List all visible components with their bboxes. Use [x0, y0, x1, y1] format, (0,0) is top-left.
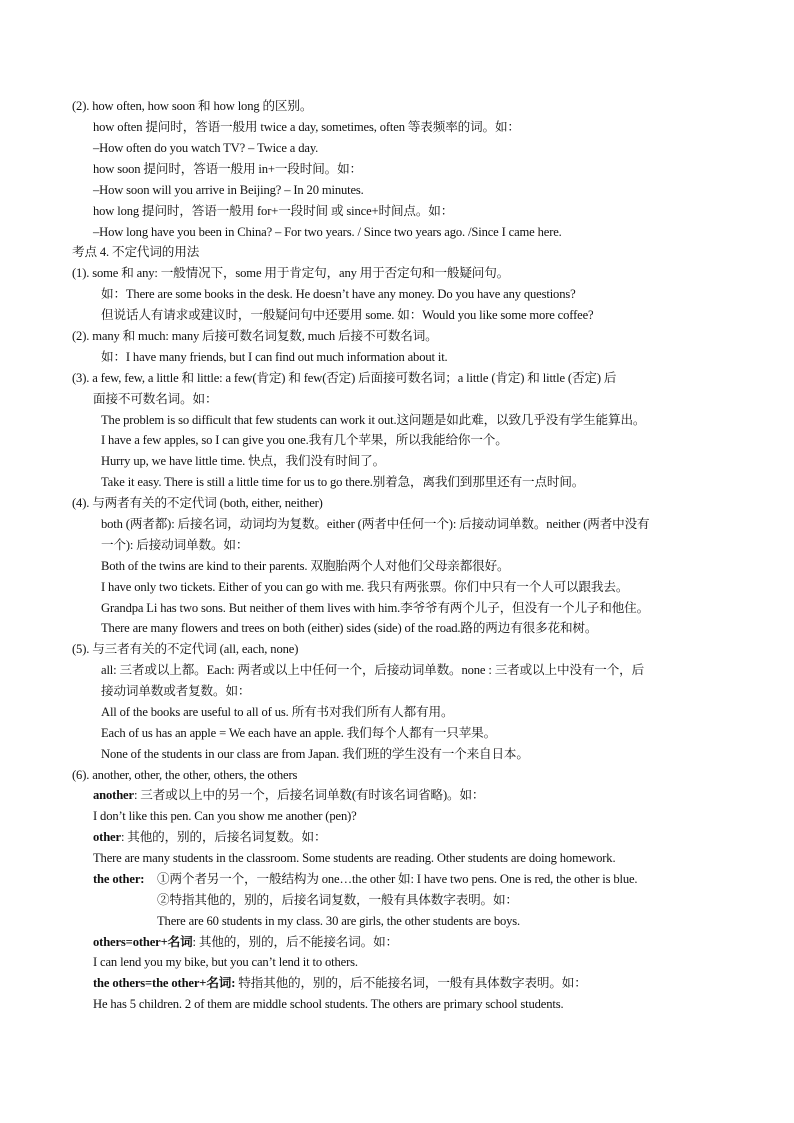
- heading-2-how: (2). how often, how soon 和 how long 的区别。: [72, 99, 313, 113]
- example-line: Hurry up, we have little time. 快点，我们没有时间了。: [101, 454, 386, 468]
- example-line: Both of the twins are kind to their parents. 双胞胎两个人对他们父母亲都很好。: [101, 559, 510, 573]
- example-line: 如：I have many friends, but I can find out much information about it.: [101, 350, 448, 364]
- text-line: 接动词单数或者复数。如：: [101, 684, 251, 698]
- term-definition: ②特指其他的，别的，后接名词复数，一般有具体数字表明。如：: [157, 893, 518, 907]
- example-line: Take it easy. There is still a little time for us to go there.别着急，离我们到那里还有一点时间。: [101, 475, 585, 489]
- heading-1-some-any: (1). some 和 any: 一般情况下，some 用于肯定句，any 用于否定句和一般疑问句。: [72, 266, 510, 280]
- text-line: all: 三者或以上都。Each: 两者或以上中任何一个，后接动词单数。none : 三者或以上中没有一个，后: [101, 663, 645, 677]
- example-line: There are many flowers and trees on both (either) sides (side) of the road.路的两边有很多花和树。: [101, 621, 598, 635]
- example-line: The problem is so difficult that few students can work it out.这问题是如此难，以致几乎没有学生能算出。: [101, 413, 646, 427]
- heading-5-all-each: (5). 与三者有关的不定代词 (all, each, none): [72, 642, 299, 656]
- example-line: Grandpa Li has two sons. But neither of them lives with him.李爷爷有两个儿子，但没有一个儿子和他住。: [101, 601, 650, 615]
- term-others: others=other+名词: [93, 935, 193, 949]
- text-line: how soon 提问时，答语一般用 in+一段时间。如：: [93, 162, 362, 176]
- term-line-another: [93, 787, 484, 803]
- heading-2-many-much: (2). many 和 much: many 后接可数名词复数, much 后接不可数名词。: [72, 329, 438, 343]
- example-line: –How long have you been in China? – For two years. / Since two years ago. /Since I came here.: [93, 225, 562, 239]
- example-line: 但说话人有请求或建议时，一般疑问句中还要用 some. 如：Would you like some more coffee?: [101, 308, 594, 322]
- term-the-others: the others=the other+名词:: [93, 976, 236, 990]
- example-line: Each of us has an apple = We each have an apple. 我们每个人都有一只苹果。: [101, 726, 497, 740]
- text-line: both (两者都): 后接名词，动词均为复数。either (两者中任何一个): 后接动词单数。neither (两者中没有: [101, 517, 650, 531]
- example-line: None of the students in our class are from Japan. 我们班的学生没有一个来自日本。: [101, 747, 529, 761]
- term-the-other: the other:: [93, 872, 145, 886]
- example-line: There are 60 students in my class. 30 are girls, the other students are boys.: [157, 914, 521, 928]
- example-line: –How soon will you arrive in Beijing? – In 20 minutes.: [93, 183, 364, 197]
- term-another: another: [93, 788, 134, 802]
- term-definition: 特指其他的，别的，后不能接名词，一般有具体数字表明。如：: [235, 976, 587, 990]
- text-line: how long 提问时，答语一般用 for+一段时间 或 since+时间点。如：: [93, 204, 454, 218]
- example-line: I don’t like this pen. Can you show me another (pen)?: [93, 809, 357, 823]
- example-line: All of the books are useful to all of us. 所有书对我们所有人都有用。: [101, 705, 454, 719]
- section-heading: 考点 4. 不定代词的用法: [72, 245, 200, 259]
- text-line: 一个): 后接动词单数。如：: [101, 538, 249, 552]
- example-line: I have only two tickets. Either of you can go with me. 我只有两张票。你们中只有一个人可以跟我去。: [101, 580, 629, 594]
- example-line: I can lend you my bike, but you can’t lend it to others.: [93, 955, 358, 969]
- term-other: other: [93, 830, 121, 844]
- heading-3-few-little: (3). a few, few, a little 和 little: a few(肯定) 和 few(否定) 后面接可数名词；a little (肯定) 和 little (否定) 后: [72, 371, 617, 385]
- text-line: how often 提问时，答语一般用 twice a day, sometimes, often 等表频率的词。如：: [93, 120, 520, 134]
- term-line-other: [93, 829, 326, 845]
- term-line-the-other: [93, 871, 144, 887]
- term-line-others: [93, 934, 398, 950]
- example-line: There are many students in the classroom. Some students are reading. Other students are doing homework.: [93, 851, 616, 865]
- example-line: –How often do you watch TV? – Twice a day.: [93, 141, 319, 155]
- heading-4-both-either: (4). 与两者有关的不定代词 (both, either, neither): [72, 496, 323, 510]
- term-line-the-others: [93, 975, 587, 991]
- heading-6-another-other: (6). another, other, the other, others, the others: [72, 768, 298, 782]
- term-definition: : 其他的，别的，后接名词复数。如：: [120, 830, 327, 844]
- example-line: He has 5 children. 2 of them are middle school students. The others are primary school students.: [93, 997, 564, 1011]
- text-line: 面接不可数名词。如：: [93, 392, 218, 406]
- term-definition: : 其他的，别的，后不能接名词。如：: [192, 935, 398, 949]
- term-definition: ①两个者另一个，一般结构为 one…the other 如: I have two pens. One is red, the other is blue.: [157, 872, 638, 886]
- example-line: I have a few apples, so I can give you one.我有几个苹果，所以我能给你一个。: [101, 433, 508, 447]
- term-definition: : 三者或以上中的另一个，后接名词单数(有时该名词省略)。如：: [133, 788, 485, 802]
- example-line: 如：There are some books in the desk. He doesn’t have any money. Do you have any questions?: [101, 287, 576, 301]
